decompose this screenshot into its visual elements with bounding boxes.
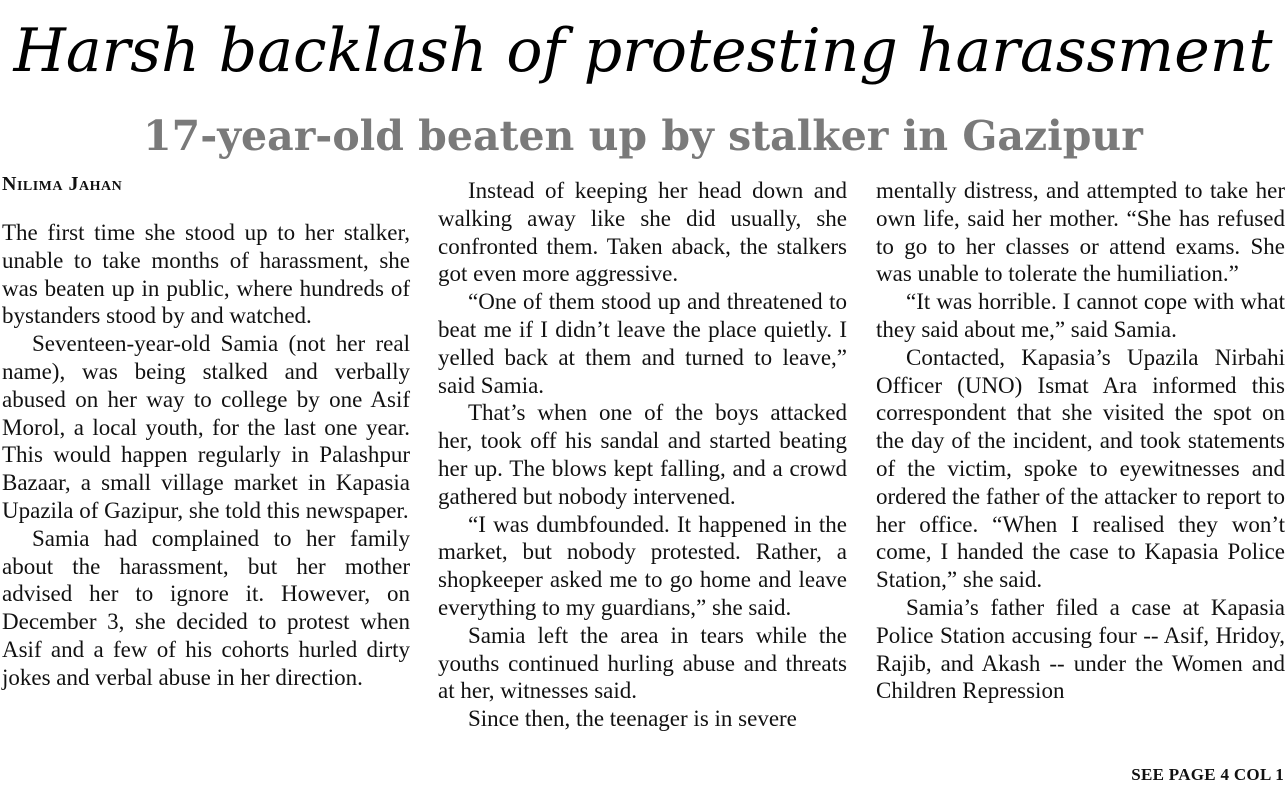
paragraph: Since then, the teenager is in severe — [468, 706, 797, 732]
paragraph: Samia left the area in tears while the youths continued hurling abuse and threats at her, witnesses said. — [438, 622, 847, 704]
paragraph: Samia’s father filed a case at Kapasia Police Station accusing four -- Asif, Hridoy, Rajib, and Akash -- under the Women and Children Repression — [876, 594, 1285, 704]
article-column-2 — [438, 177, 847, 733]
paragraph: “I was dumbfounded. It happened in the market, but nobody protested. Rather, a shopkeeper asked me to go home and leave everything to my guardians,” she said. — [438, 511, 847, 620]
article-column-3 — [876, 177, 1285, 705]
paragraph: mentally distress, and attempted to take her own life, said her mother. “She has refused to go to her classes or attend exams. She was unable to tolerate the humiliation.” — [876, 178, 1285, 287]
paragraph: The first time she stood up to her stalker, unable to take months of harassment, she was beaten up in public, where hundreds of bystanders stood by and watched. — [2, 220, 410, 329]
paragraph: That’s when one of the boys attacked her, took off his sandal and started beating her up. The blows kept falling, and a crowd gathered but nobody intervened. — [438, 400, 847, 509]
article-column-1 — [2, 219, 410, 692]
paragraph: Seventeen-year-old Samia (not her real name), was being stalked and verbally abused on her way to college by one Asif Morol, a local youth, for the last one year. This would happen regularly in Palashpur Bazaar, a small village market in Kapasia Upazila of Gazipur, she told this newspaper. — [2, 331, 410, 523]
paragraph: Samia had complained to her family about the harassment, but her mother advised her to ignore it. However, on December 3, she decided to protest when Asif and a few of his cohorts hurled dirty jokes and verbal abuse in her direction. — [2, 525, 410, 690]
headline: Harsh backlash of protesting harassment — [13, 16, 1273, 86]
paragraph: “It was horrible. I cannot cope with what they said about me,” said Samia. — [876, 289, 1285, 342]
byline: Nilima Jahan — [2, 173, 123, 195]
subheadline: 17-year-old beaten up by stalker in Gazipur — [143, 112, 1143, 160]
paragraph: Instead of keeping her head down and walking away like she did usually, she confronted them. Taken aback, the stalkers got even more aggressive. — [438, 178, 847, 287]
continuation-note: SEE PAGE 4 COL 1 — [1131, 765, 1284, 784]
paragraph: Contacted, Kapasia’s Upazila Nirbahi Officer (UNO) Ismat Ara informed this correspondent that she visited the spot on the day of the incident, and took statements of the victim, spoke to eyewitnesses and ordered the father of the attacker to report to her office. “When I realised they won’t come, I handed the case to Kapasia Police Station,” she said. — [876, 344, 1285, 593]
paragraph: “One of them stood up and threatened to beat me if I didn’t leave the place quietly. I yelled back at them and turned to leave,” said Samia. — [438, 289, 847, 398]
